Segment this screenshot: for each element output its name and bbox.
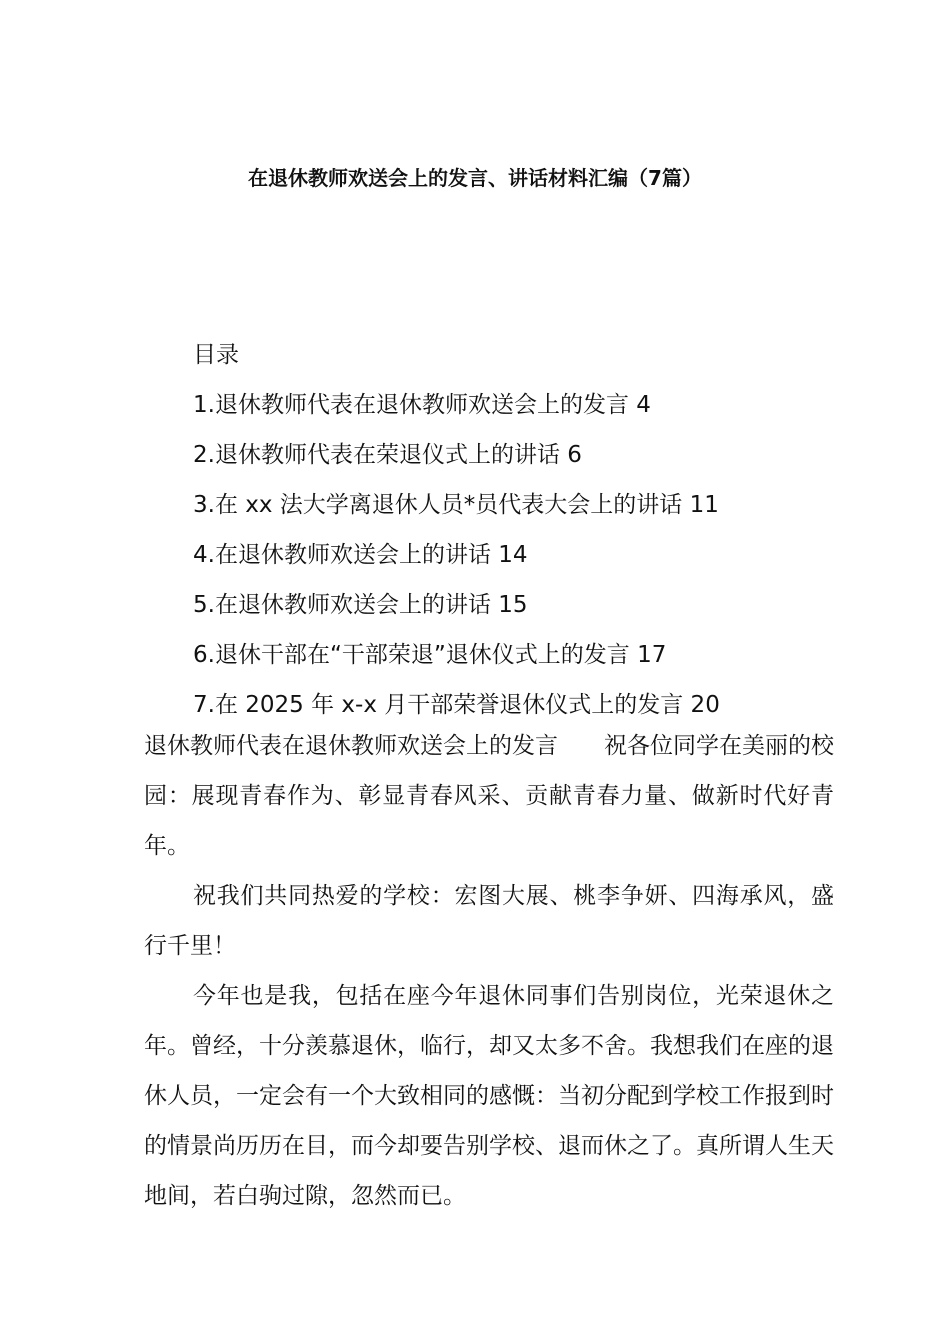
toc-item: 5.在退休教师欢送会上的讲话 15 [193,592,528,618]
toc-heading: 目录 [193,342,239,368]
table-of-contents [193,330,853,730]
section-heading: 退休教师代表在退休教师欢送会上的发言 [144,733,558,759]
body-paragraph [144,721,834,871]
toc-item: 2.退休教师代表在荣退仪式上的讲话 6 [193,442,582,468]
toc-item: 6.退休干部在“干部荣退”退休仪式上的发言 17 [193,642,667,668]
toc-item: 4.在退休教师欢送会上的讲话 14 [193,542,528,568]
paragraph-text: 祝各位同学在美丽的校园：展现青春作为、彰显青春风采、贡献青春力量、做新时代好青年。 [144,733,834,859]
body-paragraph: 今年也是我，包括在座今年退休同事们告别岗位，光荣退休之年。曾经，十分羡慕退休，临行，却又太多不舍。我想我们在座的退休人员，一定会有一个大致相同的感慨：当初分配到学校工作报到时的情景尚历历在目，而今却要告别学校、退而休之了。真所谓人生天地间，若白驹过隙，忽然而已。 [144,983,834,1209]
document-body [144,721,834,1221]
toc-item: 3.在 xx 法大学离退休人员*员代表大会上的讲话 11 [193,492,719,518]
toc-item: 1.退休教师代表在退休教师欢送会上的发言 4 [193,392,651,418]
toc-item: 7.在 2025 年 x-x 月干部荣誉退休仪式上的发言 20 [193,692,720,718]
body-paragraph: 祝我们共同热爱的学校：宏图大展、桃李争妍、四海承风，盛行千里！ [144,883,834,959]
document-title: 在退休教师欢送会上的发言、讲话材料汇编（7篇） [248,166,702,190]
